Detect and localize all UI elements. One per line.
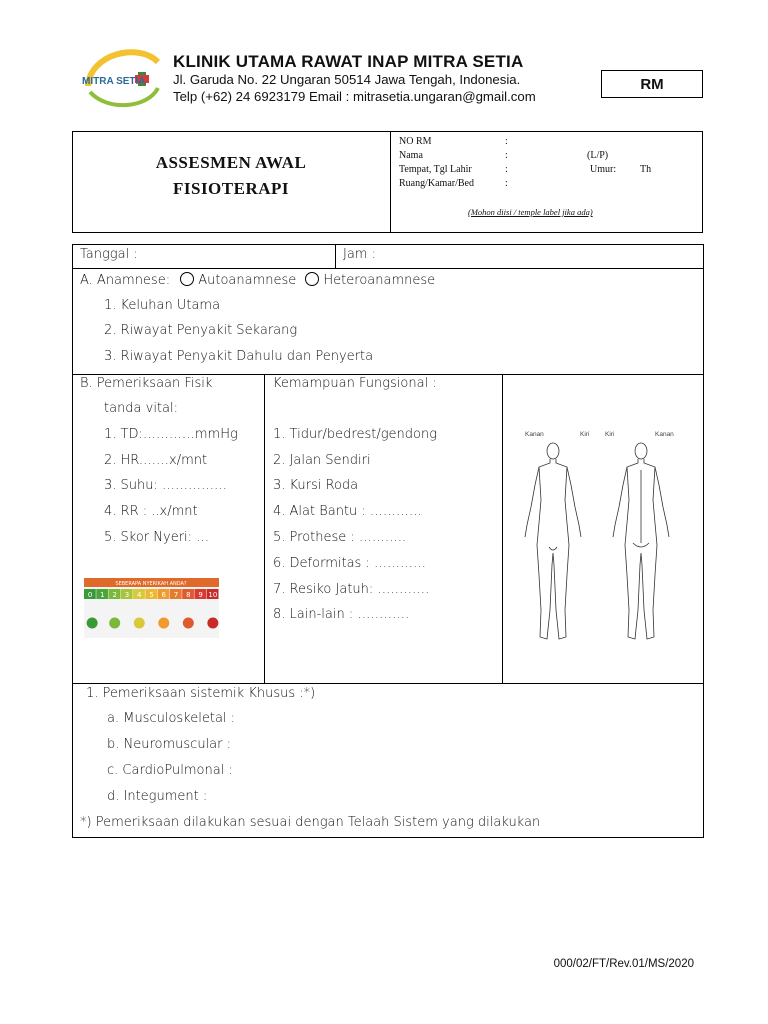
form-title [72, 150, 390, 202]
pain-scale-chart [84, 578, 219, 638]
pain-face-icon [158, 618, 169, 629]
pain-scale-number: 3 [124, 591, 130, 599]
clinic-contact: Telp (+62) 24 6923179 Email : mitrasetia.ungaran@gmail.com [173, 89, 536, 104]
colon: : [505, 178, 508, 189]
colon: : [505, 164, 508, 175]
kemampuan-item: 8. Lain-lain : ………… [273, 607, 410, 622]
label-tempat: Tempat, Tgl Lahir [399, 164, 472, 175]
rm-box: RM [601, 70, 703, 98]
kemampuan-item: 5. Prothese : ……….. [273, 530, 407, 545]
sistemik-item: c. CardioPulmonal : [107, 763, 233, 778]
svg-text:SEBERAPA NYERIKAH ANDA?: SEBERAPA NYERIKAH ANDA? [115, 581, 187, 587]
kemampuan-item: 4. Alat Bantu : ………… [273, 504, 422, 519]
kemampuan-item: 7. Resiko Jatuh: ………… [273, 582, 430, 597]
radio-autoanamnese[interactable] [180, 272, 194, 286]
body-front-figure [525, 443, 581, 639]
pemeriksaan-label: B. Pemeriksaan Fisik [80, 376, 213, 391]
kemampuan-item: 1. Tidur/bedrest/gendong [273, 427, 437, 442]
tanda-vital-label: tanda vital: [104, 401, 179, 416]
pain-scale-number: 0 [87, 591, 93, 599]
radio-heteroanamnese[interactable] [305, 272, 319, 286]
label-no-rm: NO RM [399, 136, 432, 147]
pain-scale-number: 1 [100, 591, 105, 599]
vital-item-td: 1. TD:…………mmHg [104, 427, 238, 442]
pain-scale-number: 4 [136, 591, 142, 599]
label-th: Th [640, 164, 652, 175]
colon: : [505, 150, 508, 161]
kemampuan-item: 3. Kursi Roda [273, 478, 359, 493]
label-kanan-back: Kanan [655, 431, 674, 438]
sistemik-item: b. Neuromuscular : [107, 737, 231, 752]
kemampuan-item: 2. Jalan Sendiri [273, 453, 371, 468]
pain-scale-number: 5 [149, 591, 154, 599]
anamnese-row [80, 272, 435, 288]
svg-text:MITRA SETIA: MITRA SETIA [82, 76, 146, 87]
body-back-figure [613, 443, 669, 639]
anamnese-item: 2. Riwayat Penyakit Sekarang [104, 323, 298, 338]
body-chart[interactable] [515, 425, 695, 655]
pain-scale-number: 6 [161, 591, 167, 599]
vital-item-hr: 2. HR.……x/mnt [104, 453, 208, 468]
jam-field[interactable]: Jam : [343, 247, 376, 262]
pain-face-icon [109, 618, 120, 629]
pain-scale-number: 10 [208, 591, 218, 599]
vital-item-suhu: 3. Suhu: …………… [104, 478, 228, 493]
sistemik-note: *) Pemeriksaan dilakukan sesuai dengan Telaah Sistem yang dilakukan [80, 815, 541, 830]
sistemik-item: d. Integument : [107, 789, 208, 804]
pain-face-icon [207, 618, 218, 629]
pain-scale-number: 9 [198, 591, 203, 599]
form-code: 000/02/FT/Rev.01/MS/2020 [553, 958, 694, 970]
form-title-line2: FISIOTERAPI [172, 179, 290, 198]
sistemik-item: a. Musculoskeletal : [107, 711, 236, 726]
sistemik-label: 1. Pemeriksaan sistemik Khusus :*) [86, 686, 316, 701]
label-lp: (L/P) [587, 150, 609, 161]
clinic-logo [78, 42, 162, 114]
kemampuan-item: 6. Deformitas : ………… [273, 556, 426, 571]
option-heteroanamnese: Heteroanamnese [323, 273, 436, 288]
pain-face-icon [134, 618, 145, 629]
clinic-name: KLINIK UTAMA RAWAT INAP MITRA SETIA [173, 52, 524, 71]
anamnese-label: A. Anamnese: [80, 273, 171, 288]
pain-face-icon [87, 618, 98, 629]
vital-item-nyeri: 5. Skor Nyeri: … [104, 530, 210, 545]
label-kanan-front: Kanan [525, 431, 544, 438]
label-kiri-front: Kiri [580, 431, 590, 438]
label-nama: Nama [399, 150, 423, 161]
tanggal-field[interactable]: Tanggal : [80, 247, 138, 262]
pain-face-icon [183, 618, 194, 629]
kemampuan-label: Kemampuan Fungsional : [273, 376, 437, 391]
label-kiri-back: Kiri [605, 431, 615, 438]
identity-note: (Mohon diisi / temple label jika ada) [468, 207, 593, 217]
anamnese-item: 1. Keluhan Utama [104, 298, 221, 313]
anamnese-item: 3. Riwayat Penyakit Dahulu dan Penyerta [104, 349, 374, 364]
pain-scale-number: 8 [186, 591, 191, 599]
label-ruang: Ruang/Kamar/Bed [399, 178, 474, 189]
colon: : [505, 136, 508, 147]
label-umur: Umur: [590, 164, 617, 175]
form-title-line1: ASSESMEN AWAL [155, 153, 307, 172]
pain-scale-number: 2 [112, 591, 117, 599]
option-autoanamnese: Autoanamnese [198, 273, 297, 288]
clinic-address: Jl. Garuda No. 22 Ungaran 50514 Jawa Tengah, Indonesia. [173, 72, 521, 87]
vital-item-rr: 4. RR : ..x/mnt [104, 504, 198, 519]
pain-scale-number: 7 [173, 591, 179, 599]
